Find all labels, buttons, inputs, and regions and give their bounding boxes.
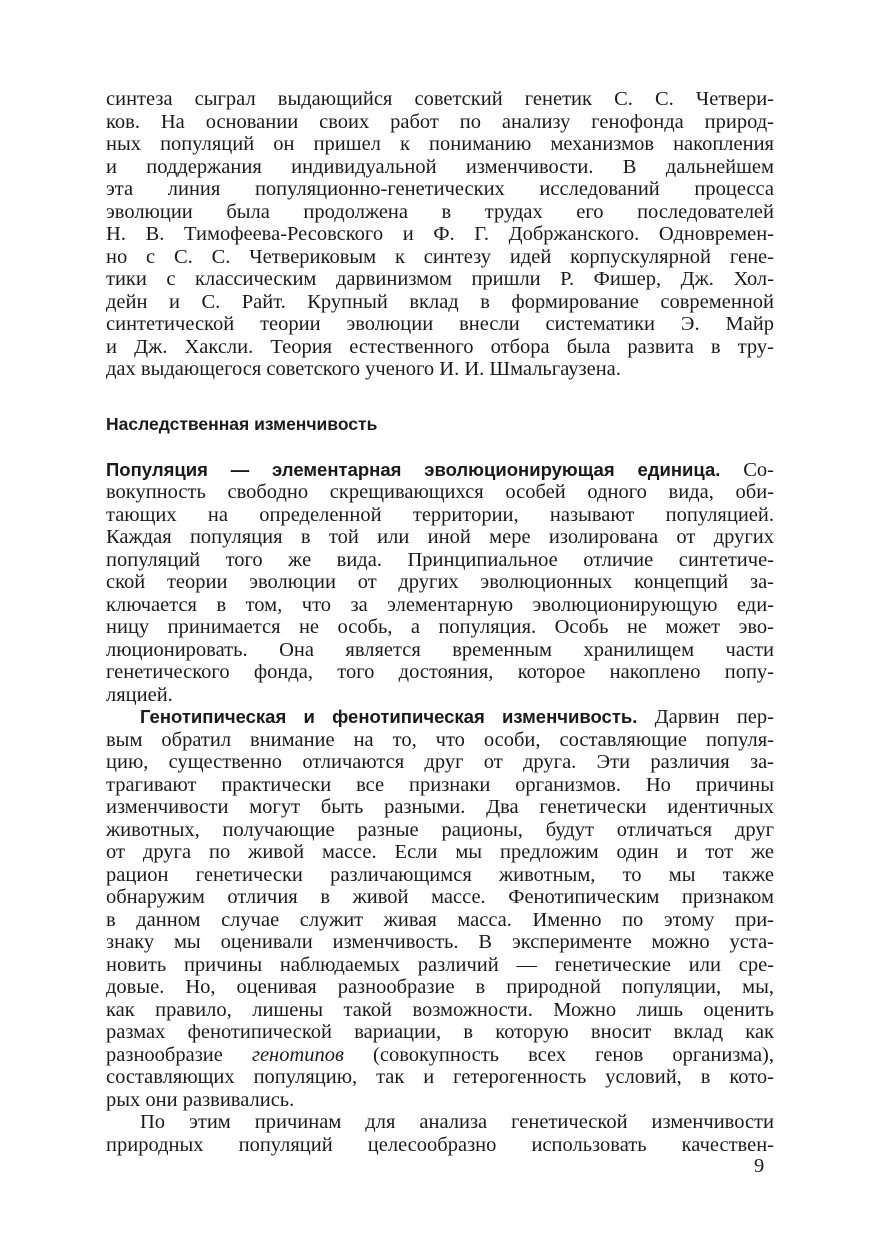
text-line: Н. В. Тимофеева-Ресовского и Ф. Г. Добржанского. Одновремен- — [106, 223, 774, 245]
text-line: животных, получающие разные рационы, будут отличаться друг — [106, 818, 774, 841]
text-line: природных популяций целесообразно использовать качествен- — [106, 1133, 774, 1156]
text-line: дейн и С. Райт. Крупный вклад в формирование современной — [106, 290, 774, 313]
variability-first-rest: Дарвин пер- — [654, 706, 774, 728]
text-line: ных популяций он пришел к пониманию механизмов накопления — [106, 133, 774, 155]
text-line: генетического фонда, того достояния, которое накоплено попу- — [106, 661, 774, 683]
population-first-rest: Со- — [743, 458, 774, 481]
paragraph-closing — [106, 1111, 774, 1156]
text-line: Каждая популяция в той или иной мере изолирована от других — [106, 526, 774, 548]
text-line — [106, 459, 774, 482]
text-line: люционировать. Она является временным хранилищем части — [106, 638, 774, 661]
text-line: популяций того же вида. Принципиальное отличие синтетиче- — [106, 548, 774, 571]
population-term: Популяция — элементарная эволюционирующая единица. — [106, 458, 721, 480]
paragraph-variability — [106, 706, 774, 1111]
text-line: трагивают практически все признаки организмов. Но причины — [106, 773, 774, 796]
text-line: обнаружим отличия в живой массе. Фенотипическим признаком — [106, 886, 774, 908]
page-number: 9 — [754, 1155, 765, 1177]
text-line: новить причины наблюдаемых различий — генетические или сре- — [106, 953, 774, 976]
text-line: в данном случае служит живая масса. Именно по этому при- — [106, 908, 774, 931]
text-line: По этим причинам для анализа генетической изменчивости — [140, 1111, 774, 1133]
text-line: но с С. С. Четвериковым к синтезу идей корпускулярной гене- — [106, 245, 774, 268]
text-line: рых они развивались. — [106, 1088, 295, 1111]
paragraph-intro — [106, 88, 774, 381]
text-line: вокупность свободно скрещивающихся особей одного вида, оби- — [106, 481, 774, 503]
text-line: вым обратил внимание на то, что особи, составляющие популя- — [106, 728, 774, 751]
text-line: синтетической теории эволюции внесли систематики Э. Майр — [106, 313, 774, 335]
text-line: ской теории эволюции от других эволюционных концепций за- — [106, 571, 774, 593]
text-line: тающих на определенной территории, называют популяцией. — [106, 503, 774, 526]
text-line: рацион генетически различающимся животным, то мы также — [106, 863, 774, 886]
text-line: ницу принимается не особь, а популяция. Особь не может эво- — [106, 616, 774, 638]
text-line: изменчивости могут быть разными. Два генетически идентичных — [106, 796, 774, 818]
text-line: ключается в том, что за элементарную эволюционирующую еди- — [106, 593, 774, 616]
text-line: эволюции была продолжена в трудах его последователей — [106, 200, 774, 223]
paragraph-population — [106, 459, 774, 707]
variability-term: Генотипическая и фенотипическая изменчивость. — [140, 706, 638, 727]
italic-line-after: (совокупность всех генов организма), — [343, 1043, 774, 1066]
text-line: эта линия популяционно-генетических исследований процесса — [106, 178, 774, 200]
text-line: цию, существенно отличаются друг от друга. Эти различия за- — [106, 751, 774, 773]
text-line: составляющих популяцию, так и гетерогенность условий, в кото- — [106, 1066, 774, 1088]
text-line: ляцией. — [106, 683, 173, 706]
text-line: и Дж. Хаксли. Теория естественного отбора была развита в тру- — [106, 335, 774, 358]
italic-line-before: разнообразие — [106, 1043, 252, 1066]
text-line: синтеза сыграл выдающийся советский генетик С. С. Четвери- — [106, 88, 774, 110]
section-heading: Наследственная изменчивость — [106, 413, 378, 434]
text-line: и поддержания индивидуальной изменчивости. В дальнейшем — [106, 155, 774, 178]
text-line: тики с классическим дарвинизмом пришли Р. Фишер, Дж. Хол- — [106, 268, 774, 290]
text-line: размах фенотипической вариации, в которую вносит вклад как — [106, 1021, 774, 1043]
italic-term-genotypes: генотипов — [251, 1043, 344, 1066]
text-line: знаку мы оценивали изменчивость. В эксперименте можно уста- — [106, 931, 774, 953]
text-line: как правило, лишены такой возможности. Можно лишь оценить — [106, 998, 774, 1021]
text-line: довые. Но, оценивая разнообразие в природной популяции, мы, — [106, 976, 774, 998]
text-line — [106, 706, 774, 729]
text-line: от друга по живой массе. Если мы предложим один и тот же — [106, 841, 774, 863]
text-line — [106, 1044, 774, 1067]
text-line: дах выдающегося советского ученого И. И. Шмальгаузена. — [106, 358, 621, 380]
page-body — [106, 88, 774, 1156]
text-line: ков. На основании своих работ по анализу генофонда природ- — [106, 110, 774, 133]
